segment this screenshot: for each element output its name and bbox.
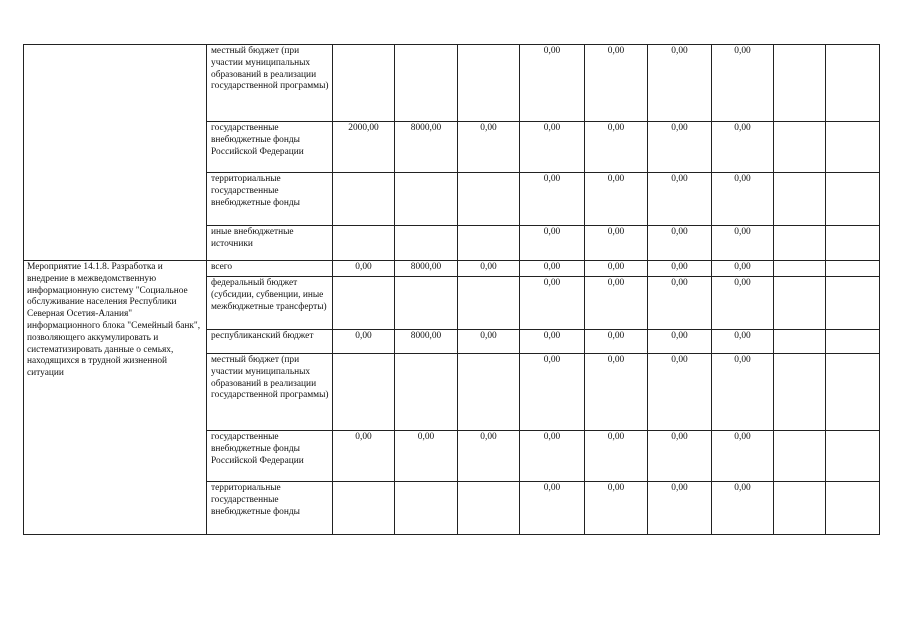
value-cell bbox=[395, 482, 458, 535]
value-cell: 0,00 bbox=[458, 431, 520, 482]
value-cell: 0,00 bbox=[712, 431, 774, 482]
value-cell: 0,00 bbox=[520, 431, 585, 482]
value-cell: 2000,00 bbox=[333, 122, 395, 173]
value-cell: 0,00 bbox=[712, 122, 774, 173]
value-cell: 0,00 bbox=[585, 226, 648, 261]
value-cell: 0,00 bbox=[585, 431, 648, 482]
value-cell: 8000,00 bbox=[395, 122, 458, 173]
measure-description: Мероприятие 14.1.8. Разработка и внедрение в межведомственную информационную систему "Социальное обслуживание населения Республики Северная Осетия-Алания" информационного блока "Семейный банк", позволяющего аккумулировать и систематизировать данные о семьях, находящихся в трудной жизненной ситуации bbox=[24, 261, 207, 535]
value-cell: 0,00 bbox=[458, 261, 520, 277]
budget-table bbox=[23, 44, 880, 535]
value-cell: 0,00 bbox=[520, 226, 585, 261]
value-cell: 0,00 bbox=[395, 431, 458, 482]
empty-cell bbox=[826, 226, 880, 261]
value-cell: 0,00 bbox=[648, 122, 712, 173]
budget-table-body bbox=[24, 45, 880, 535]
value-cell bbox=[395, 173, 458, 226]
value-cell: 0,00 bbox=[712, 354, 774, 431]
value-cell: 0,00 bbox=[520, 354, 585, 431]
value-cell: 0,00 bbox=[333, 330, 395, 354]
value-cell: 0,00 bbox=[648, 431, 712, 482]
empty-cell bbox=[826, 122, 880, 173]
value-cell bbox=[458, 482, 520, 535]
value-cell bbox=[458, 173, 520, 226]
value-cell bbox=[458, 226, 520, 261]
empty-cell bbox=[774, 261, 826, 277]
value-cell: 0,00 bbox=[712, 482, 774, 535]
table-row bbox=[24, 261, 880, 277]
empty-cell bbox=[774, 354, 826, 431]
value-cell: 0,00 bbox=[458, 122, 520, 173]
value-cell: 0,00 bbox=[712, 330, 774, 354]
empty-cell bbox=[774, 330, 826, 354]
value-cell: 0,00 bbox=[585, 122, 648, 173]
value-cell bbox=[333, 277, 395, 330]
value-cell: 0,00 bbox=[585, 330, 648, 354]
value-cell: 0,00 bbox=[712, 226, 774, 261]
value-cell: 0,00 bbox=[648, 277, 712, 330]
empty-cell bbox=[774, 431, 826, 482]
value-cell: 8000,00 bbox=[395, 330, 458, 354]
value-cell bbox=[395, 354, 458, 431]
measure-cell-continued bbox=[24, 45, 207, 261]
value-cell: 0,00 bbox=[520, 122, 585, 173]
value-cell: 0,00 bbox=[648, 330, 712, 354]
value-cell: 0,00 bbox=[458, 330, 520, 354]
empty-cell bbox=[774, 122, 826, 173]
funding-source-cell: местный бюджет (при участии муниципальных образований в реализации государственной программы) bbox=[207, 45, 333, 122]
value-cell bbox=[458, 277, 520, 330]
value-cell bbox=[395, 45, 458, 122]
empty-cell bbox=[774, 277, 826, 330]
empty-cell bbox=[826, 482, 880, 535]
value-cell: 0,00 bbox=[648, 261, 712, 277]
value-cell: 0,00 bbox=[520, 45, 585, 122]
funding-source-cell: территориальные государственные внебюджетные фонды bbox=[207, 482, 333, 535]
funding-source-cell: федеральный бюджет (субсидии, субвенции, иные межбюджетные трансферты) bbox=[207, 277, 333, 330]
value-cell bbox=[458, 354, 520, 431]
value-cell: 0,00 bbox=[712, 45, 774, 122]
value-cell: 0,00 bbox=[712, 173, 774, 226]
empty-cell bbox=[826, 354, 880, 431]
value-cell: 8000,00 bbox=[395, 261, 458, 277]
table-row bbox=[24, 45, 880, 122]
funding-source-cell: местный бюджет (при участии муниципальных образований в реализации государственной программы) bbox=[207, 354, 333, 431]
funding-source-cell: государственные внебюджетные фонды Российской Федерации bbox=[207, 122, 333, 173]
value-cell: 0,00 bbox=[585, 277, 648, 330]
value-cell: 0,00 bbox=[648, 226, 712, 261]
value-cell: 0,00 bbox=[712, 261, 774, 277]
value-cell: 0,00 bbox=[520, 173, 585, 226]
empty-cell bbox=[774, 45, 826, 122]
value-cell: 0,00 bbox=[520, 261, 585, 277]
value-cell: 0,00 bbox=[585, 261, 648, 277]
empty-cell bbox=[826, 330, 880, 354]
empty-cell bbox=[774, 482, 826, 535]
value-cell: 0,00 bbox=[520, 277, 585, 330]
empty-cell bbox=[826, 277, 880, 330]
value-cell bbox=[458, 45, 520, 122]
empty-cell bbox=[774, 226, 826, 261]
value-cell: 0,00 bbox=[648, 354, 712, 431]
value-cell: 0,00 bbox=[648, 45, 712, 122]
empty-cell bbox=[826, 261, 880, 277]
funding-source-cell: территориальные государственные внебюджетные фонды bbox=[207, 173, 333, 226]
value-cell bbox=[395, 226, 458, 261]
value-cell: 0,00 bbox=[585, 45, 648, 122]
value-cell bbox=[333, 482, 395, 535]
value-cell: 0,00 bbox=[648, 482, 712, 535]
value-cell: 0,00 bbox=[520, 482, 585, 535]
value-cell: 0,00 bbox=[648, 173, 712, 226]
value-cell: 0,00 bbox=[712, 277, 774, 330]
empty-cell bbox=[826, 173, 880, 226]
value-cell: 0,00 bbox=[333, 431, 395, 482]
value-cell: 0,00 bbox=[585, 354, 648, 431]
value-cell bbox=[333, 45, 395, 122]
empty-cell bbox=[826, 45, 880, 122]
value-cell: 0,00 bbox=[585, 173, 648, 226]
funding-source-cell: иные внебюджетные источники bbox=[207, 226, 333, 261]
funding-source-cell: республиканский бюджет bbox=[207, 330, 333, 354]
value-cell bbox=[333, 354, 395, 431]
value-cell bbox=[333, 173, 395, 226]
funding-source-cell: всего bbox=[207, 261, 333, 277]
empty-cell bbox=[774, 173, 826, 226]
value-cell bbox=[333, 226, 395, 261]
empty-cell bbox=[826, 431, 880, 482]
value-cell: 0,00 bbox=[585, 482, 648, 535]
value-cell: 0,00 bbox=[520, 330, 585, 354]
value-cell: 0,00 bbox=[333, 261, 395, 277]
funding-source-cell: государственные внебюджетные фонды Российской Федерации bbox=[207, 431, 333, 482]
value-cell bbox=[395, 277, 458, 330]
